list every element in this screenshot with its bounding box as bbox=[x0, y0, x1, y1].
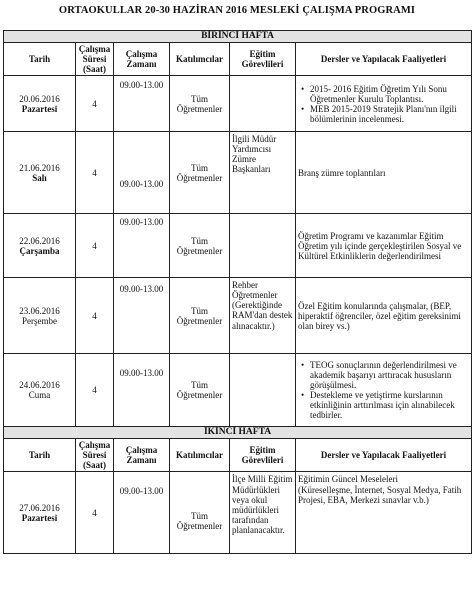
table-row bbox=[4, 214, 472, 278]
date-value: 24.06.2016 bbox=[19, 380, 60, 391]
date-cell bbox=[4, 354, 76, 427]
time-cell: 09.00-13.00 bbox=[114, 278, 170, 354]
hours-cell: 4 bbox=[76, 214, 114, 278]
duties-cell bbox=[230, 76, 296, 132]
header-activities: Dersler ve Yapılacak Faaliyetleri bbox=[296, 439, 472, 472]
table-row bbox=[4, 76, 472, 132]
header-duties: Eğitim Görevlileri bbox=[230, 43, 296, 76]
table-row bbox=[4, 472, 472, 554]
day-value: Perşembe bbox=[22, 315, 57, 326]
day-value: Pazartesi bbox=[21, 512, 58, 523]
participants-cell: Tüm Öğretmenler bbox=[170, 472, 230, 554]
time-cell: 09.00-13.00 bbox=[114, 132, 170, 214]
day-value: Çarşamba bbox=[19, 245, 60, 256]
column-header-row bbox=[4, 43, 472, 76]
hours-cell: 4 bbox=[76, 278, 114, 354]
activity-item: • 2015- 2016 Eğitim Öğretim Yılı Sonu Öğretmenler Kurulu Toplantısı. bbox=[310, 84, 469, 104]
participants-cell: Tüm Öğretmenler bbox=[170, 76, 230, 132]
activity-item: • MEB 2015-2019 Stratejik Planı'nın ilgili bölümlerinin incelenmesi. bbox=[310, 104, 469, 124]
date-value: 23.06.2016 bbox=[19, 305, 60, 316]
duties-cell: Rehber Öğretmenler (Gerektiğinde RAM'dan destek alınacaktır.) bbox=[230, 278, 296, 354]
schedule-table bbox=[3, 30, 472, 554]
activities-cell bbox=[296, 76, 472, 132]
header-time: Çalışma Zamanı bbox=[114, 439, 170, 472]
table-row bbox=[4, 278, 472, 354]
date-value: 27.06.2016 bbox=[19, 502, 60, 513]
activities-cell bbox=[296, 132, 472, 214]
week-header-row bbox=[4, 31, 472, 43]
table-row bbox=[4, 132, 472, 214]
duties-cell: İlçe Milli Eğitim Müdürlükleri veya okul müdürlükleri tarafından planlanacaktır. bbox=[230, 472, 296, 554]
header-date: Tarih bbox=[4, 43, 76, 76]
header-time: Çalışma Zamanı bbox=[114, 43, 170, 76]
hours-cell: 4 bbox=[76, 472, 114, 554]
header-duties: Eğitim Görevlileri bbox=[230, 439, 296, 472]
document-title: ORTAOKULLAR 20-30 HAZİRAN 2016 MESLEKİ ÇALIŞMA PROGRAMI bbox=[58, 5, 416, 16]
activity-item: Özel Eğitim konularında çalışmalar, (BEP, hiperaktif öğrenciler, özel eğitim gereksinimi olan birey vs.) bbox=[298, 300, 461, 331]
participants-cell: Tüm Öğretmenler bbox=[170, 354, 230, 427]
date-cell bbox=[4, 278, 76, 354]
time-cell: 09.00-13.00 bbox=[114, 76, 170, 132]
participants-cell: Tüm Öğretmenler bbox=[170, 214, 230, 278]
activity-item: Eğitimin Güncel Meseleleri bbox=[298, 474, 398, 485]
time-cell: 09.00-13.00 bbox=[114, 354, 170, 427]
week-header-row bbox=[4, 427, 472, 439]
date-cell bbox=[4, 214, 76, 278]
duties-cell bbox=[230, 354, 296, 427]
header-hours: Çalışma Süresi (Saat) bbox=[76, 439, 114, 472]
participants-cell: Tüm Öğretmenler bbox=[170, 132, 230, 214]
hours-cell: 4 bbox=[76, 76, 114, 132]
date-cell bbox=[4, 472, 76, 554]
duties-cell bbox=[230, 214, 296, 278]
header-participants: Katılımcılar bbox=[170, 439, 230, 472]
activity-item: • Destekleme ve yetiştirme kurslarının etkinliğinin arttırılması için alınabilecek tedbirler. bbox=[310, 390, 469, 420]
time-cell: 09.00-13.00 bbox=[114, 214, 170, 278]
time-cell: 09.00-13.00 bbox=[114, 472, 170, 554]
date-cell bbox=[4, 132, 76, 214]
activity-item: (Küreselleşme, İnternet, Sosyal Medya, Fatih Projesi, EBA, Merkezi sınavlar v.b.) bbox=[298, 484, 462, 505]
header-activities: Dersler ve Yapılacak Faaliyetleri bbox=[296, 43, 472, 76]
activity-item: • TEOG sonuçlarının değerlendirilmesi ve akademik başarıyı arttıracak hususların görüşülmesi. bbox=[310, 360, 469, 390]
week-label: BİRİNCİ HAFTA bbox=[4, 31, 472, 43]
hours-cell: 4 bbox=[76, 354, 114, 427]
column-header-row bbox=[4, 439, 472, 472]
table-row bbox=[4, 354, 472, 427]
duties-cell: İlgili Müdür Yardımcısı Zümre Başkanları bbox=[230, 132, 296, 214]
participants-cell: Tüm Öğretmenler bbox=[170, 278, 230, 354]
activities-cell bbox=[296, 354, 472, 427]
header-date: Tarih bbox=[4, 439, 76, 472]
hours-cell: 4 bbox=[76, 132, 114, 214]
header-participants: Katılımcılar bbox=[170, 43, 230, 76]
date-value: 20.06.2016 bbox=[19, 93, 60, 104]
week-label: İKİNCİ HAFTA bbox=[4, 427, 472, 439]
date-cell bbox=[4, 76, 76, 132]
day-value: Pazartesi bbox=[21, 103, 58, 114]
activity-item: Öğretim Programı ve kazanımlar Eğitim Öğretim yılı içinde gerçekleştirilen Sosyal ve Kültürel Etkinliklerin değerlendirilmesi bbox=[298, 230, 462, 261]
day-value: Cuma bbox=[28, 390, 51, 401]
activity-item: Branş zümre toplantıları bbox=[298, 167, 386, 178]
date-value: 22.06.2016 bbox=[19, 235, 60, 246]
activities-cell bbox=[296, 472, 472, 554]
activities-cell bbox=[296, 214, 472, 278]
day-value: Salı bbox=[32, 172, 47, 183]
activities-cell bbox=[296, 278, 472, 354]
date-value: 21.06.2016 bbox=[19, 162, 60, 173]
header-hours: Çalışma Süresi (Saat) bbox=[76, 43, 114, 76]
